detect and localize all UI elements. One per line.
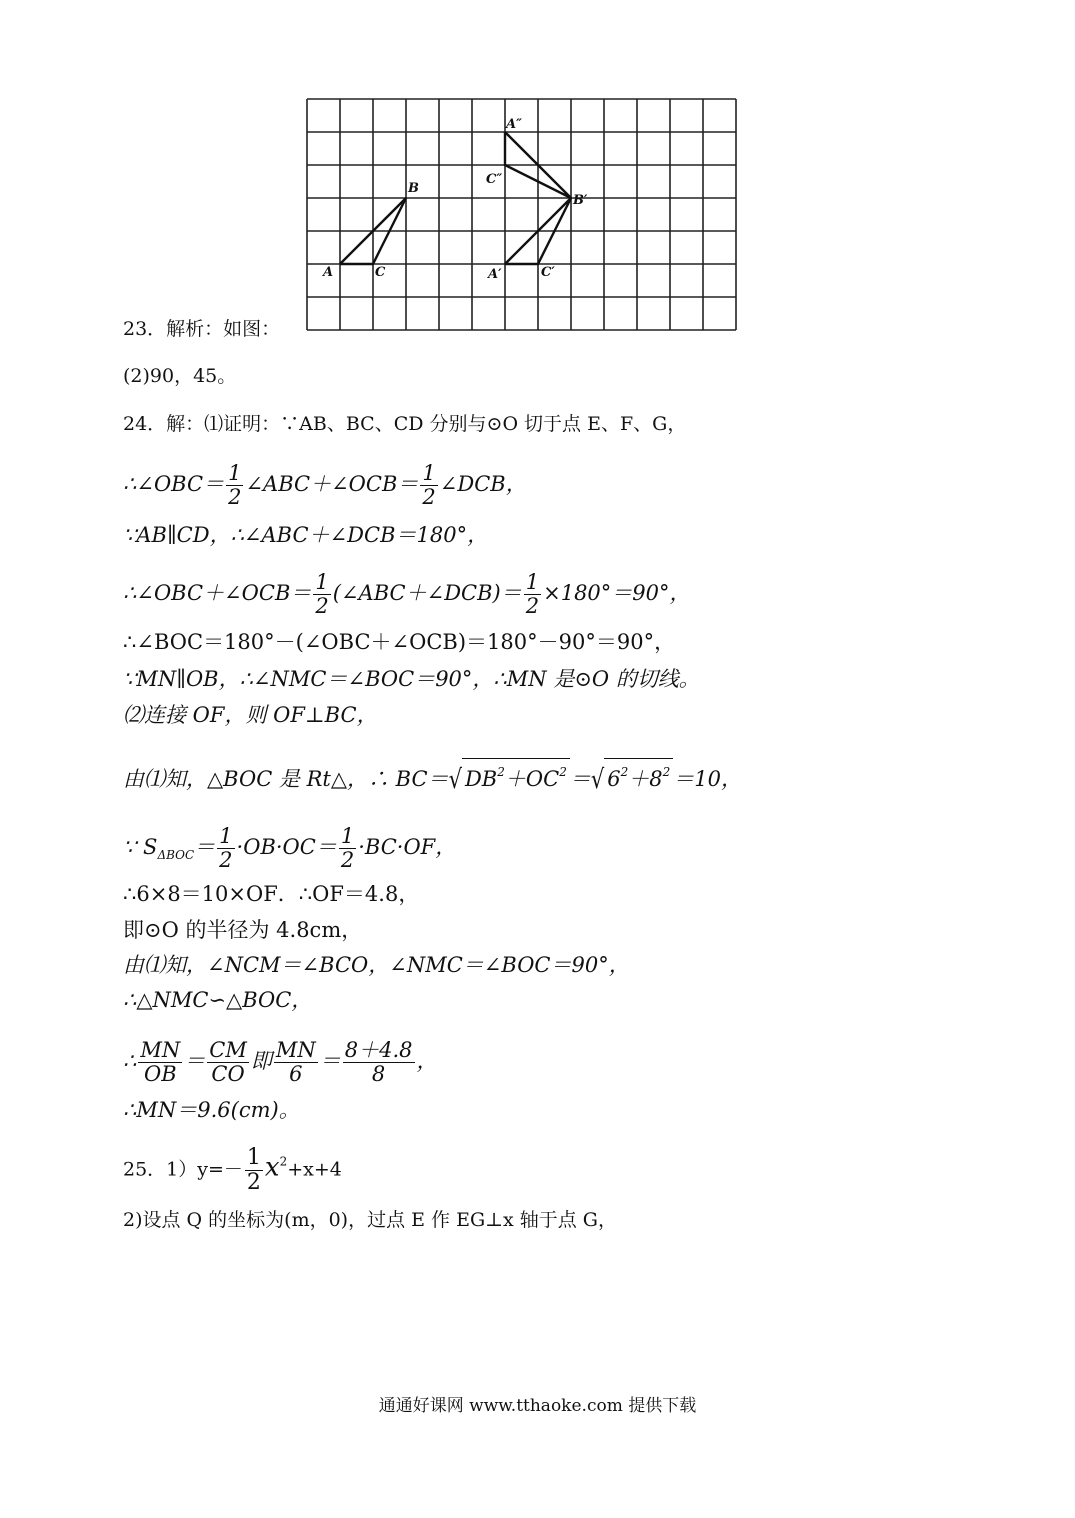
q24-line-4: ∴∠OBC＋∠OCB＝ $\frac{1}{2}$ (∠ABC＋∠DCB)＝ $\frac{1}{2}$ ×180°＝90°， xyxy=(123,570,691,618)
fraction-mn-ob: $\frac{MN}{OB}$ xyxy=(140,1038,181,1086)
fraction-mn-6: $\frac{MN}{6}$ xyxy=(275,1038,316,1086)
q24-line-2: ∴∠OBC＝ $\frac{1}{2}$ ∠ABC＋∠OCB＝ $\frac{1}{2}$ ∠DCB， xyxy=(123,461,527,509)
point-label-c-double-prime: C″ xyxy=(486,172,503,187)
q24-line-10: ∴6×8＝10×OF．∴OF＝4.8， xyxy=(123,882,420,906)
q24-line-5: ∴∠BOC＝180°－(∠OBC＋∠OCB)＝180°－90°＝90°， xyxy=(123,630,676,654)
q24-line-1: 24．解：⑴证明：∵AB、BC、CD 分别与⊙O 切于点 E、F、G， xyxy=(123,413,687,435)
footer-text: 通通好课网 www.tthaoke.com 提供下载 xyxy=(378,1396,697,1416)
fraction-half: $\frac{1}{2}$ xyxy=(219,824,233,872)
fraction-half: $\frac{1}{2}$ xyxy=(228,461,242,509)
q24-line-8: 由⑴知，△BOC 是 Rt△，∴ BC＝√ $DB^2+OC^2$ ＝√ $6^2+8^2 =10$， xyxy=(123,758,742,792)
q24-line-12: 由⑴知，∠NCM＝∠BCO，∠NMC＝∠BOC＝90°， xyxy=(123,953,630,977)
fraction-value: $\frac{8+4.8}{8}$ xyxy=(344,1038,413,1086)
q24-line-15: ∴MN＝9.6(cm)。 xyxy=(123,1098,300,1122)
grid-figure xyxy=(305,97,737,332)
q24-line-13: ∴△NMC∽△BOC， xyxy=(123,988,313,1012)
q25-line-1: 25．1）y=－ $\frac{1}{2}$ $x^2+x+4$ xyxy=(123,1145,342,1195)
point-label-a: A xyxy=(323,265,334,280)
point-label-b-prime: B′ xyxy=(573,193,588,208)
q23-label: 23．解析：如图： xyxy=(123,318,281,340)
grid-lines xyxy=(307,99,736,330)
sqrt-numbers: $6^2+8^2$ xyxy=(604,758,673,792)
fraction-cm-co: $\frac{CM}{CO}$ xyxy=(209,1038,247,1086)
q23-part2: (2)90，45。 xyxy=(123,365,237,387)
q24-line-11: 即⊙O 的半径为 4.8cm， xyxy=(123,918,363,942)
q25-line-2: 2)设点 Q 的坐标为(m，0)，过点 E 作 EG⊥x 轴于点 G， xyxy=(123,1209,617,1231)
point-label-a-prime: A′ xyxy=(488,267,502,282)
q24-line-14: ∴ $\frac{MN}{OB}$ ＝ $\frac{CM}{CO}$ 即 $\frac{MN}{6}$ ＝ $\frac{8+4.8}{8}$ ， xyxy=(123,1038,438,1086)
fraction-half: $\frac{1}{2}$ xyxy=(246,1145,261,1195)
sqrt-bc: $DB^2+OC^2$ xyxy=(462,758,570,792)
point-label-c: C xyxy=(375,265,386,280)
point-label-a-double-prime: A″ xyxy=(506,117,522,132)
fraction-half: $\frac{1}{2}$ xyxy=(315,570,329,618)
fraction-half: $\frac{1}{2}$ xyxy=(422,461,436,509)
fraction-half: $\frac{1}{2}$ xyxy=(340,824,355,872)
point-label-c-prime: C′ xyxy=(541,265,555,280)
q24-line-3: ∵AB∥CD，∴∠ABC＋∠DCB＝180°， xyxy=(123,523,489,547)
point-label-b: B xyxy=(408,181,419,196)
fraction-half: $\frac{1}{2}$ xyxy=(525,570,540,618)
q24-line-9: ∵ $S_{\Delta BOC}=$ $\frac{1}{2}$ ·OB·OC＝ $\frac{1}{2}$ ·BC·OF， xyxy=(123,824,457,872)
q24-line-7: ⑵连接 OF，则 OF⊥BC， xyxy=(123,703,378,727)
q24-line-6: ∵MN∥OB，∴∠NMC＝∠BOC＝90°，∴MN 是⊙O 的切线。 xyxy=(123,667,700,691)
